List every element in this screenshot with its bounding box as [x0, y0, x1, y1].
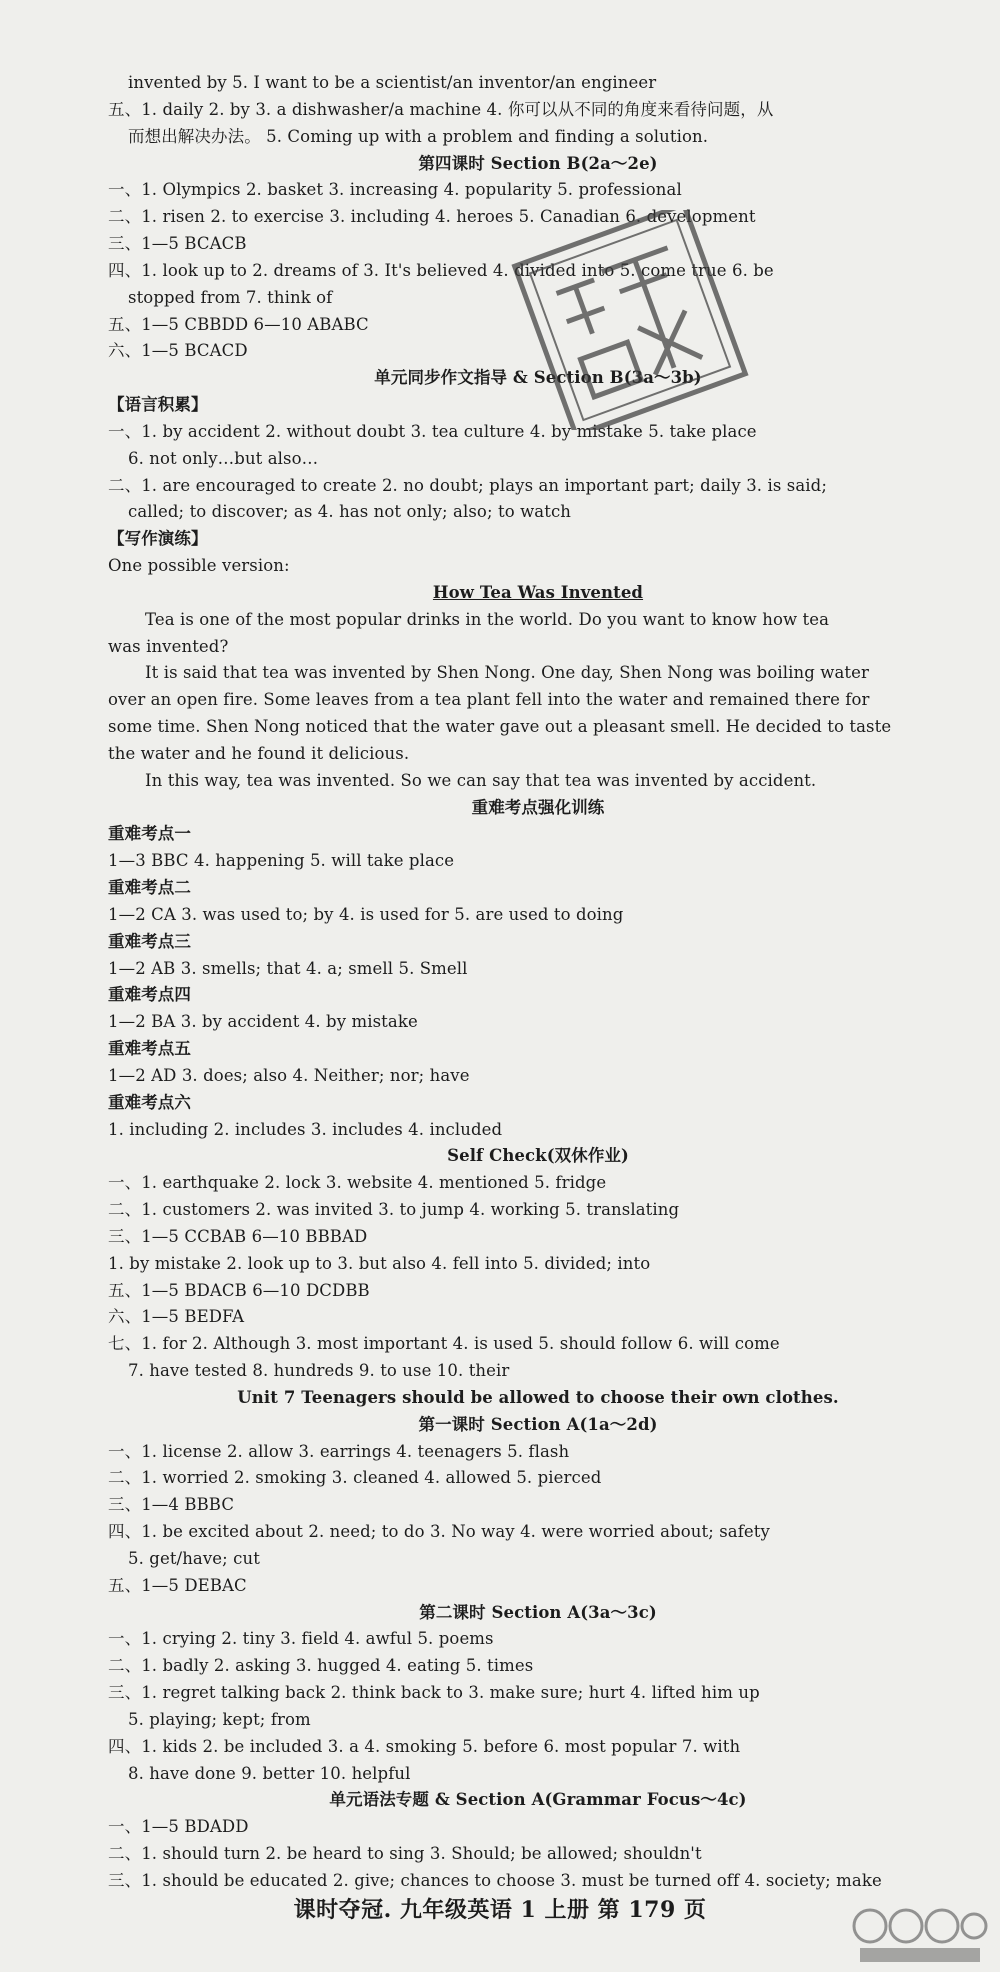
watermark-stamp [500, 210, 760, 430]
answer-line: 二、1. should turn 2. be heard to sing 3. Should; be allowed; shouldn't [108, 1844, 702, 1864]
answer-line: 6. not only…but also… [128, 448, 319, 468]
answer-line: 一、1. license 2. allow 3. earrings 4. teenagers 5. flash [108, 1441, 570, 1461]
answer-line: was invented? [108, 636, 229, 656]
answer-line: 1—2 BA 3. by accident 4. by mistake [108, 1012, 418, 1032]
subsection-label: 【写作演练】 [108, 529, 208, 549]
subsection-label: 重难考点四 [108, 985, 191, 1005]
answer-line: It is said that tea was invented by Shen Nong. One day, Shen Nong was boiling water [145, 663, 869, 683]
answer-line: some time. Shen Nong noticed that the water gave out a pleasant smell. He decided to taste [108, 717, 892, 737]
section-heading: 单元同步作文指导 & Section B(3a～3b) [374, 368, 702, 388]
subsection-label: 重难考点六 [108, 1092, 191, 1112]
subsection-label: 重难考点五 [108, 1039, 191, 1059]
answer-line: 五、1. daily 2. by 3. a dishwasher/a machine 4. 你可以从不同的角度来看待问题，从 [108, 99, 774, 119]
answer-line: 二、1. are encouraged to create 2. no doubt; plays an important part; daily 3. is said; [108, 475, 827, 495]
answer-line: In this way, tea was invented. So we can say that tea was invented by accident. [145, 770, 817, 790]
section-heading: 第二课时 Section A(3a～3c) [419, 1602, 657, 1622]
subsection-label: 重难考点二 [108, 878, 191, 898]
answer-line: called; to discover; as 4. has not only; also; to watch [128, 502, 572, 522]
answer-line: 六、1—5 BEDFA [108, 1307, 245, 1327]
answer-line: stopped from 7. think of [128, 287, 333, 307]
answer-line: 一、1—5 BDADD [108, 1817, 249, 1837]
answer-line: 四、1. be excited about 2. need; to do 3. No way 4. were worried about; safety [108, 1522, 770, 1542]
answer-line: 一、1. Olympics 2. basket 3. increasing 4. popularity 5. professional [108, 180, 682, 200]
answer-line: 1—2 CA 3. was used to; by 4. is used for 5. are used to doing [108, 904, 624, 924]
section-heading: 单元语法专题 & Section A(Grammar Focus～4c) [329, 1790, 747, 1810]
answer-line: 1—2 AB 3. smells; that 4. a; smell 5. Smell [108, 958, 468, 978]
answer-line: invented by 5. I want to be a scientist/an inventor/an engineer [128, 73, 657, 92]
section-heading: 第一课时 Section A(1a～2d) [418, 1414, 658, 1434]
answer-line: 5. get/have; cut [128, 1548, 260, 1568]
answer-line: 二、1. customers 2. was invited 3. to jump 4. working 5. translating [108, 1200, 680, 1220]
answer-line: 五、1—5 DEBAC [108, 1575, 247, 1595]
answer-line: 三、1—4 BBBC [108, 1495, 235, 1515]
answer-line: 一、1. earthquake 2. lock 3. website 4. mentioned 5. fridge [108, 1173, 607, 1193]
section-heading: How Tea Was Invented [432, 582, 644, 602]
subsection-label: 【语言积累】 [108, 395, 208, 415]
answer-line: 1. including 2. includes 3. includes 4. included [108, 1119, 503, 1139]
section-heading: 第四课时 Section B(2a～2e) [418, 153, 658, 173]
answer-line: 而想出解决办法。 5. Coming up with a problem and finding a solution. [128, 126, 709, 146]
answer-line: 7. have tested 8. hundreds 9. to use 10. their [128, 1361, 510, 1381]
answer-line: 七、1. for 2. Although 3. most important 4. is used 5. should follow 6. will come [108, 1334, 780, 1354]
answer-line: 四、1. kids 2. be included 3. a 4. smoking 5. before 6. most popular 7. with [108, 1736, 741, 1756]
answer-line: the water and he found it delicious. [108, 743, 410, 763]
answer-line: 1—2 AD 3. does; also 4. Neither; nor; have [108, 1065, 470, 1085]
answer-line: 三、1. should be educated 2. give; chances to choose 3. must be turned off 4. society; make [108, 1871, 882, 1890]
answer-line: 三、1—5 CCBAB 6—10 BBBAD [108, 1226, 368, 1246]
answer-line: 五、1—5 CBBDD 6—10 ABABC [108, 314, 369, 334]
answer-line: 一、1. crying 2. tiny 3. field 4. awful 5. poems [108, 1629, 494, 1649]
answer-line: 三、1. regret talking back 2. think back to 3. make sure; hurt 4. lifted him up [108, 1683, 760, 1703]
answer-line: 8. have done 9. better 10. helpful [128, 1763, 411, 1783]
answer-line: 一、1. by accident 2. without doubt 3. tea culture 4. by mistake 5. take place [108, 421, 757, 441]
watermark-logo [850, 1900, 990, 1964]
answer-line: 三、1—5 BCACB [108, 234, 247, 253]
answer-line: 5. playing; kept; from [128, 1709, 311, 1729]
answer-line: 二、1. risen 2. to exercise 3. including 4. heroes 5. Canadian 6. development [108, 207, 756, 227]
answer-line: 1. by mistake 2. look up to 3. but also 4. fell into 5. divided; into [108, 1253, 651, 1273]
answer-line: 二、1. worried 2. smoking 3. cleaned 4. allowed 5. pierced [108, 1468, 602, 1488]
answer-line: One possible version: [108, 556, 290, 576]
answer-line: 六、1—5 BCACD [108, 341, 248, 361]
answer-line: 1—3 BBC 4. happening 5. will take place [108, 851, 455, 871]
answer-line: 二、1. badly 2. asking 3. hugged 4. eating 5. times [108, 1656, 534, 1676]
section-heading: Unit 7 Teenagers should be allowed to choose their own clothes. [237, 1387, 839, 1407]
subsection-label: 重难考点一 [108, 824, 191, 844]
section-heading: Self Check(双休作业) [447, 1146, 629, 1166]
answer-line: Tea is one of the most popular drinks in the world. Do you want to know how tea [145, 609, 830, 629]
answer-line: over an open fire. Some leaves from a tea plant fell into the water and remained there for [108, 690, 870, 710]
section-heading: 重难考点强化训练 [471, 797, 605, 817]
answer-line: 五、1—5 BDACB 6—10 DCDBB [108, 1280, 370, 1300]
answer-line: 四、1. look up to 2. dreams of 3. It's believed 4. divided into 5. come true 6. be [108, 260, 774, 280]
page-footer: 课时夺冠. 九年级英语 1 上册 第 179 页 [293, 1897, 707, 1923]
subsection-label: 重难考点三 [108, 931, 191, 951]
